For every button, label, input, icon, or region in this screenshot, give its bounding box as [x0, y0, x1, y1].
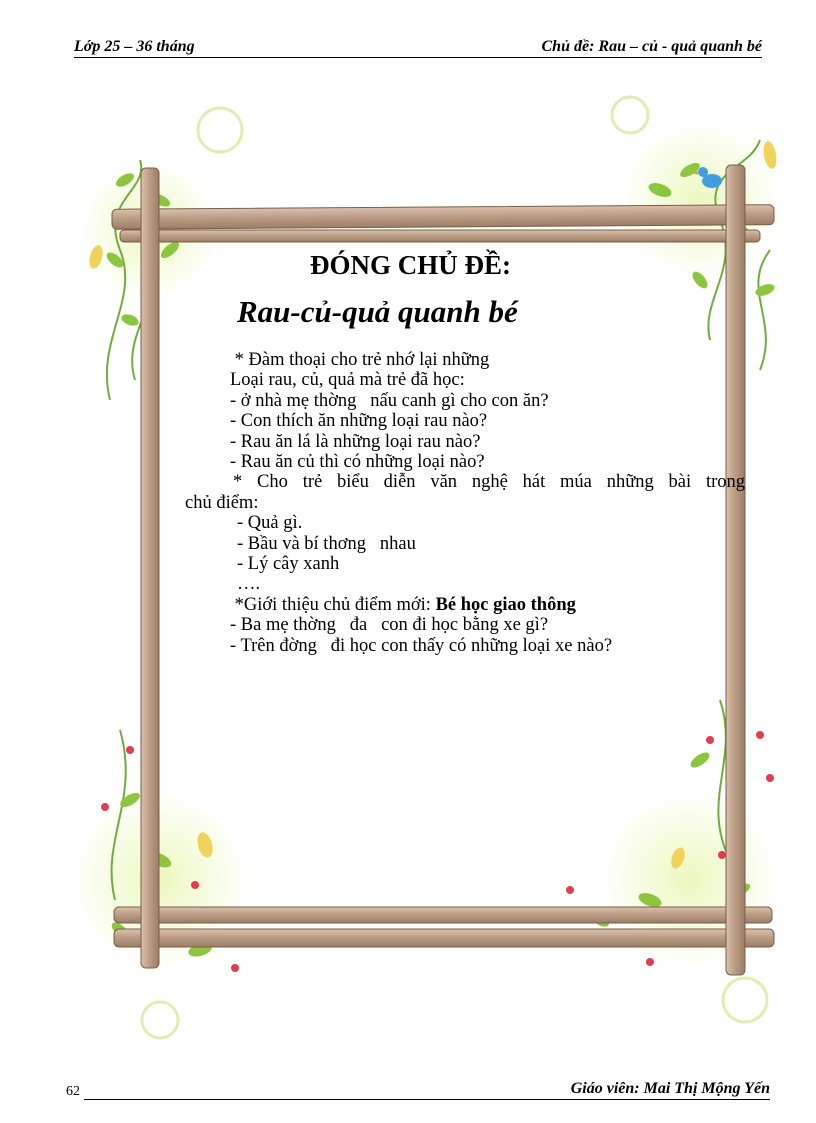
body-line: ….	[237, 574, 261, 595]
new-topic-name: Bé học giao thông	[435, 594, 576, 615]
body-line: - Rau ăn lá là những loại rau nào?	[230, 431, 481, 452]
body-line: - Rau ăn củ thì có những loại nào?	[230, 452, 485, 473]
lesson-body	[185, 350, 745, 656]
body-line: Loại rau, củ, quả mà trẻ đã học:	[230, 370, 465, 391]
body-line: - Trên đờng đi học con thấy có những loại xe nào?	[230, 635, 613, 656]
body-line: - Bầu và bí thơng nhau	[237, 533, 416, 554]
body-line: - Quả gì.	[237, 513, 303, 534]
body-line: * Cho trẻ biểu diễn văn nghệ hát múa những bài trong	[233, 472, 745, 493]
body-line: - ở nhà mẹ thờng nấu canh gì cho con ăn?	[230, 390, 549, 411]
page-subtitle: Rau-củ-quả quanh bé	[237, 294, 518, 329]
body-line-prefix: *Giới thiệu chủ điểm mới:	[230, 594, 436, 615]
body-line: - Lý cây xanh	[237, 554, 340, 575]
body-line: * Đàm thoại cho trẻ nhớ lại những	[230, 350, 490, 370]
body-line: - Ba mẹ thờng đa con đi học bằng xe gì?	[230, 615, 549, 636]
footer-rule	[84, 1099, 770, 1100]
page-number: 62	[66, 1084, 80, 1099]
header-topic-label: Chủ đề: Rau – củ - quả quanh bé	[541, 38, 762, 55]
body-line: chủ điểm:	[185, 492, 259, 513]
body-line: - Con thích ăn những loại rau nào?	[230, 411, 488, 432]
page-title: ĐÓNG CHỦ ĐỀ:	[310, 250, 511, 280]
header-class-label: Lớp 25 – 36 tháng	[74, 38, 195, 55]
body-line	[185, 595, 745, 615]
teacher-name: Giáo viên: Mai Thị Mộng Yến	[570, 1080, 770, 1097]
